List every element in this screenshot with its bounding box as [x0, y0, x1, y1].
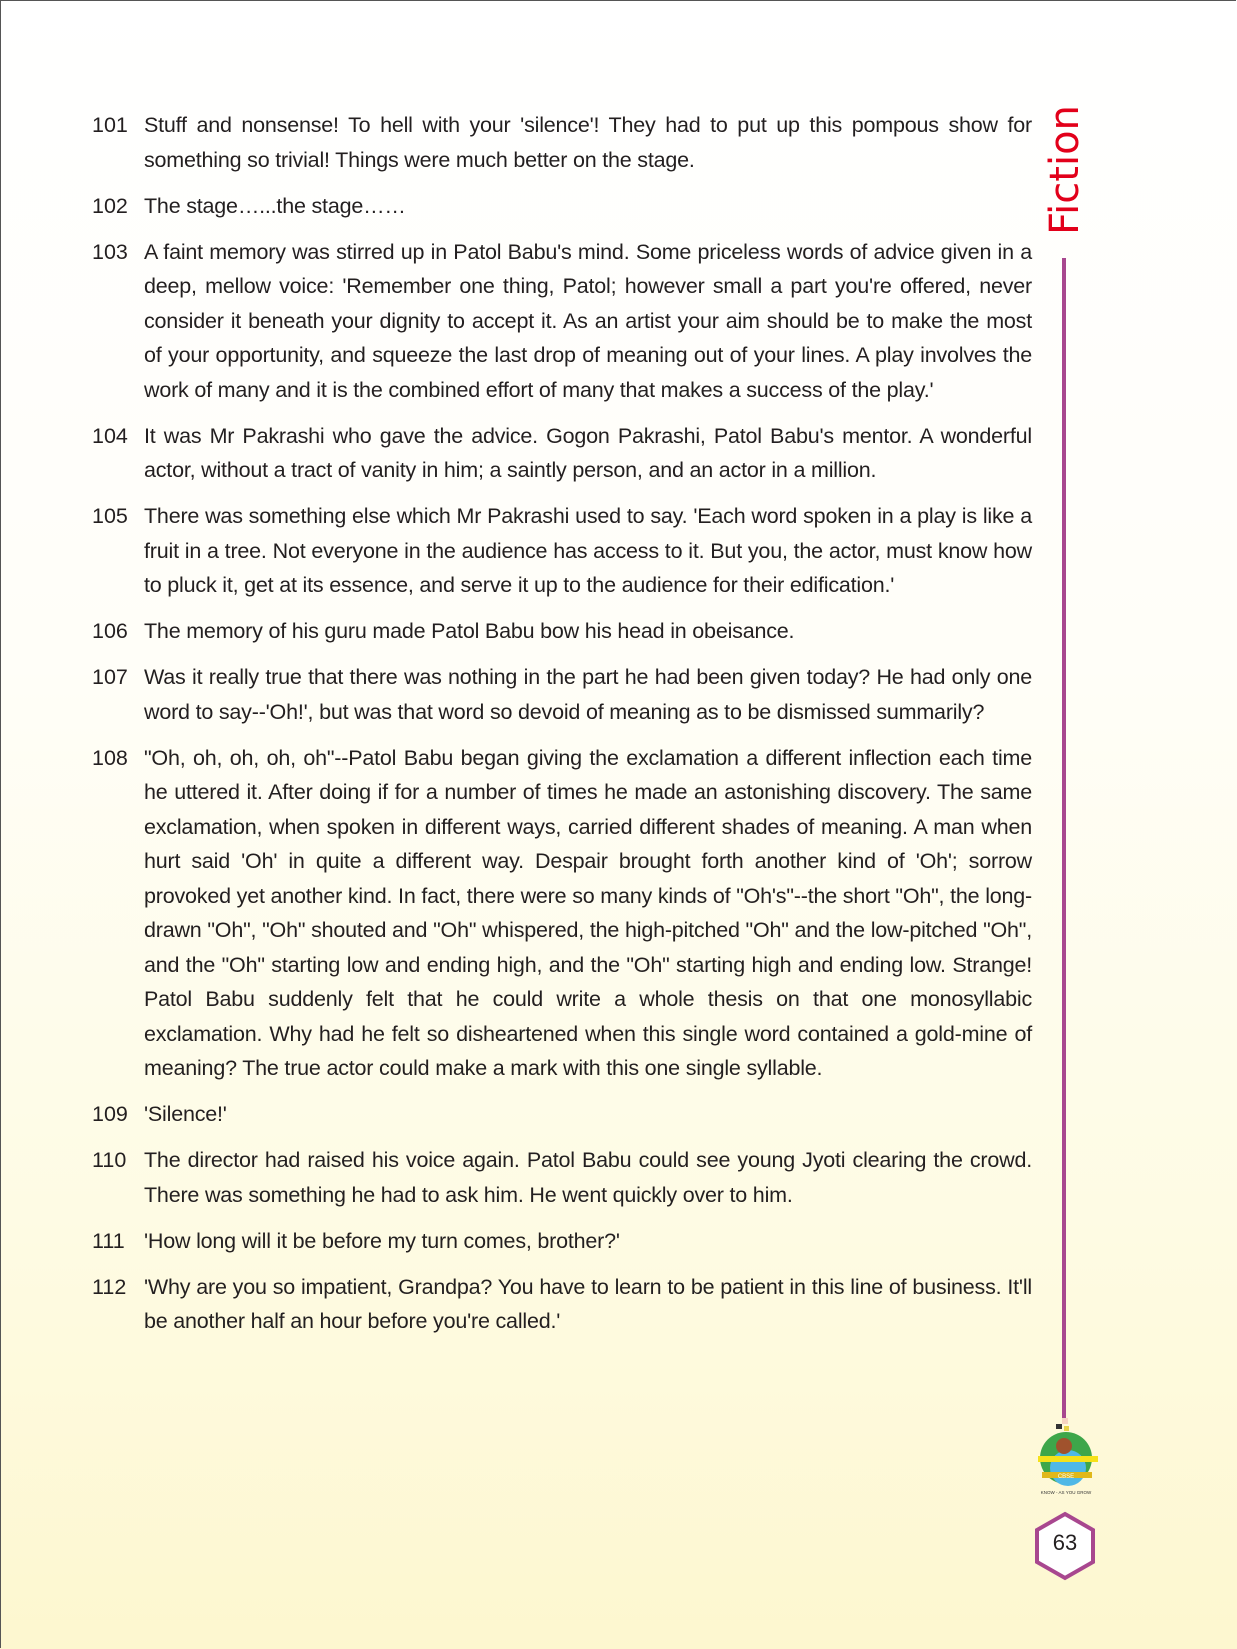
paragraph [92, 189, 1032, 224]
logo-text: CBSE [1057, 1474, 1075, 1480]
paragraph [92, 1224, 1032, 1259]
section-label-text: Fiction [1042, 105, 1088, 235]
paragraph-number: 106 [92, 619, 128, 643]
logo-motto: KNOW - AS YOU GROW [1040, 1490, 1092, 1495]
paragraph [92, 660, 1032, 729]
paragraph-number: 103 [92, 239, 128, 264]
paragraph [92, 419, 1032, 488]
paragraph [92, 1097, 1032, 1132]
paragraph-number: 102 [92, 193, 128, 218]
paragraph-number: 107 [92, 665, 128, 689]
paragraph-text: Was it really true that there was nothing in the part he had been given today? He had only one word to say--'Oh!', but was that word so devoid of meaning as to be dismissed summarily? [144, 665, 1032, 724]
paragraph-text: 'Silence!' [144, 1102, 227, 1126]
paragraph-number: 108 [92, 745, 128, 770]
section-label [1030, 100, 1100, 240]
paragraph-number: 110 [92, 1148, 127, 1172]
paragraph [92, 614, 1032, 649]
page-number: 63 [1052, 1530, 1078, 1555]
paragraph-number: 101 [92, 113, 128, 137]
paragraph [92, 1270, 1032, 1339]
paragraph-text: There was something else which Mr Pakrashi used to say. 'Each word spoken in a play is like a fruit in a tree. Not everyone in the audience has access to it. But you, the actor, must know how to pluck it, get at its essence, and serve it up to the audience for their edification.' [144, 504, 1032, 597]
paragraph-number: 111 [92, 1228, 125, 1253]
paragraph [92, 741, 1032, 1086]
paragraph-number: 104 [92, 423, 128, 448]
paragraph-text: The director had raised his voice again. Patol Babu could see young Jyoti clearing the crowd. There was something he had to ask him. He went quickly over to him. [144, 1148, 1032, 1207]
paragraph-text: Stuff and nonsense! To hell with your 'silence'! They had to put up this pompous show for something so trivial! Things were much better on the stage. [144, 113, 1032, 172]
paragraph-text: "Oh, oh, oh, oh, oh"--Patol Babu began giving the exclamation a different inflection each time he uttered it. After doing if for a number of times he made an astonishing discovery. The same exclamation, when spoken in different ways, carried different shades of meaning. A man when hurt said 'Oh' in quite a different way. Despair brought forth another kind of 'Oh'; sorrow provoked yet another kind. In fact, there were so many kinds of "Oh's"--the short "Oh", the long-drawn "Oh", "Oh" shouted and "Oh" whispered, the high-pitched "Oh" and the low-pitched "Oh", and the "Oh" starting low and ending high, and the "Oh" starting high and ending low. Strange! Patol Babu suddenly felt that he could write a whole thesis on that one monosyllabic exclamation. Why had he felt so disheartened when this single word contained a gold-mine of meaning? The true actor could make a mark with this one single syllable. [144, 745, 1032, 1080]
story-text [92, 108, 1032, 1350]
paragraph-text: The memory of his guru made Patol Babu bow his head in obeisance. [144, 619, 795, 643]
cbse-logo-icon [1028, 1418, 1104, 1498]
paragraph-text: The stage…...the stage…… [144, 193, 406, 218]
paragraph [92, 108, 1032, 177]
paragraph-number: 109 [92, 1102, 128, 1126]
section-divider-line [1062, 258, 1066, 1418]
paragraph-text: 'How long will it be before my turn comes, brother?' [144, 1228, 620, 1253]
paragraph [92, 499, 1032, 603]
paragraph-text: 'Why are you so impatient, Grandpa? You have to learn to be patient in this line of business. It'll be another half an hour before you're called.' [144, 1274, 1032, 1333]
paragraph-number: 105 [92, 504, 128, 528]
paragraph-number: 112 [92, 1274, 127, 1299]
paragraph-text: It was Mr Pakrashi who gave the advice. Gogon Pakrashi, Patol Babu's mentor. A wonderful actor, without a tract of vanity in him; a saintly person, and an actor in a million. [144, 423, 1032, 482]
paragraph [92, 1143, 1032, 1212]
paragraph [92, 235, 1032, 408]
paragraph-text: A faint memory was stirred up in Patol Babu's mind. Some priceless words of advice given in a deep, mellow voice: 'Remember one thing, Patol; however small a part you're offered, never consider it beneath your dignity to accept it. As an artist your aim should be to make the most of your opportunity, and squeeze the last drop of meaning out of your lines. A play involves the work of many and it is the combined effort of many that makes a success of the play.' [144, 239, 1032, 402]
